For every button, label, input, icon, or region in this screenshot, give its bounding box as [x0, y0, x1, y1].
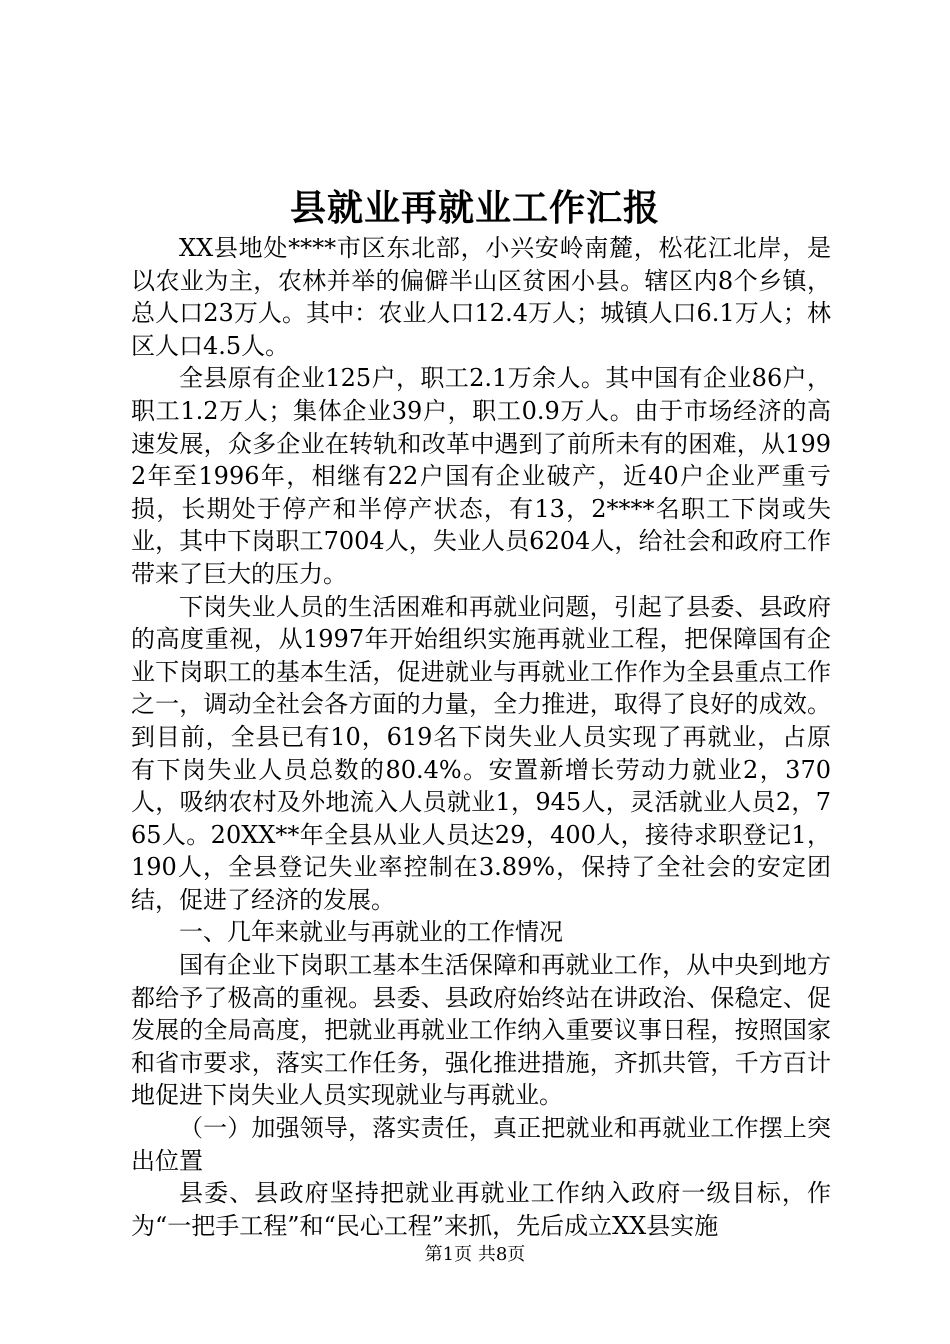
page-number-footer: 第1页 共8页	[424, 1244, 526, 1265]
paragraph-government-attention: 国有企业下岗职工基本生活保障和再就业工作，从中央到地方都给予了极高的重视。县委、县政府始终站在讲政治、保稳定、促发展的全局高度，把就业再就业工作纳入重要议事日程，按照国家和省市要求，落实工作任务，强化推进措施，齐抓共管，千方百计地促进下岗失业人员实现就业与再就业。	[131, 951, 831, 1110]
document-title: 县就业再就业工作汇报	[289, 187, 660, 229]
document-body	[131, 232, 831, 1242]
paragraph-leadership-detail: 县委、县政府坚持把就业再就业工作纳入政府一级目标，作为“一把手工程”和“民心工程”来抓，先后成立XX县实施	[131, 1179, 831, 1240]
paragraph-location-overview: XX县地处****市区东北部，小兴安岭南麓，松花江北岸，是以农业为主，农林并举的偏僻半山区贫困小县。辖区内8个乡镇，总人口23万人。其中：农业人口12.4万人；城镇人口6.1万人；林区人口4.5人。	[131, 234, 831, 360]
subsection-heading-leadership: （一）加强领导，落实责任，真正把就业和再就业工作摆上突出位置	[131, 1114, 831, 1175]
paragraph-enterprise-status: 全县原有企业125户，职工2.1万余人。其中国有企业86户，职工1.2万人；集体企业39户，职工0.9万人。由于市场经济的高速发展，众多企业在转轨和改革中遇到了前所未有的困难，从1992年至1996年，相继有22户国有企业破产，近40户企业严重亏损，长期处于停产和半停产状态，有13，2****名职工下岗或失业，其中下岗职工7004人，失业人员6204人，给社会和政府工作带来了巨大的压力。	[131, 364, 831, 588]
paragraph-reemployment-results: 下岗失业人员的生活困难和再就业问题，引起了县委、县政府的高度重视，从1997年开始组织实施再就业工程，把保障国有企业下岗职工的基本生活，促进就业与再就业工作作为全县重点工作之一，调动全社会各方面的力量，全力推进，取得了良好的成效。到目前，全县已有10，619名下岗失业人员实现了再就业，占原有下岗失业人员总数的80.4%。安置新增长劳动力就业2，370人，吸纳农村及外地流入人员就业1，945人，灵活就业人员2，765人。20XX**年全县从业人员达29，400人，接待求职登记1，190人，全县登记失业率控制在3.89%，保持了全社会的安定团结，促进了经济的发展。	[131, 592, 831, 914]
section-heading-work-situation: 一、几年来就业与再就业的工作情况	[179, 918, 563, 947]
